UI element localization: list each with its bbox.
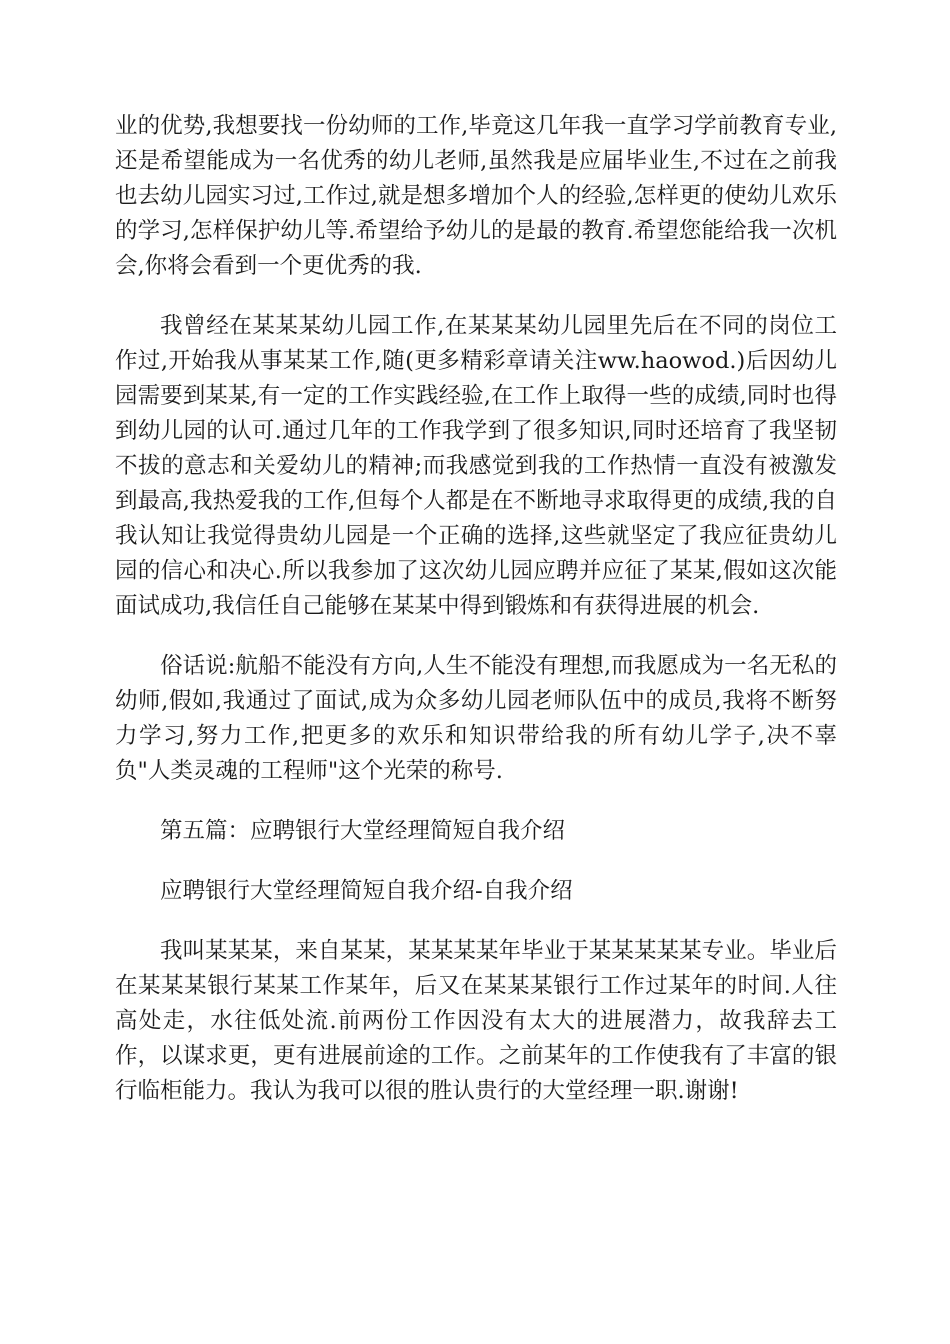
document-body (115, 109, 837, 1134)
section-subheading: 应聘银行大堂经理简短自我介绍-自我介绍 (160, 878, 573, 904)
section-heading: 第五篇：应聘银行大堂经理简短自我介绍 (160, 818, 566, 844)
paragraph-3: 俗话说:航船不能没有方向,人生不能没有理想,而我愿成为一名无私的幼师,假如,我通过了面试,成为众多幼儿园老师队伍中的成员,我将不断努力学习,努力工作,把更多的欢乐和知识带给我的所有幼儿学子,决不辜负"人类灵魂的工程师"这个光荣的称号. (115, 653, 837, 784)
paragraph-4: 我叫某某某，来自某某，某某某某年毕业于某某某某某专业。毕业后在某某某银行某某工作某年，后又在某某某银行工作过某年的时间.人往高处走，水往低处流.前两份工作因没有太大的进展潜力，故我辞去工作，以谋求更，更有进展前途的工作。之前某年的工作使我有了丰富的银行临柜能力。我认为我可以很的胜认贵行的大堂经理一职.谢谢! (115, 938, 837, 1104)
paragraph-2: 我曾经在某某某幼儿园工作,在某某某幼儿园里先后在不同的岗位工作过,开始我从事某某工作,随(更多精彩章请关注ww.haowod.)后因幼儿园需要到某某,有一定的工作实践经验,在工作上取得一些的成绩,同时也得到幼儿园的认可.通过几年的工作我学到了很多知识,同时还培育了我坚韧不拔的意志和关爱幼儿的精神;而我感觉到我的工作热情一直没有被激发到最高,我热爱我的工作,但每个人都是在不断地寻求取得更的成绩,我的自我认知让我觉得贵幼儿园是一个正确的选择,这些就坚定了我应征贵幼儿园的信心和决心.所以我参加了这次幼儿园应聘并应征了某某,假如这次能面试成功,我信任自己能够在某某中得到锻炼和有获得进展的机会. (115, 313, 837, 619)
paragraph-1: 业的优势,我想要找一份幼师的工作,毕竟这几年我一直学习学前教育专业,还是希望能成为一名优秀的幼儿老师,虽然我是应届毕业生,不过在之前我也去幼儿园实习过,工作过,就是想多增加个人的经验,怎样更的使幼儿欢乐的学习,怎样保护幼儿等.希望给予幼儿的是最的教育.希望您能给我一次机会,你将会看到一个更优秀的我. (115, 113, 837, 279)
